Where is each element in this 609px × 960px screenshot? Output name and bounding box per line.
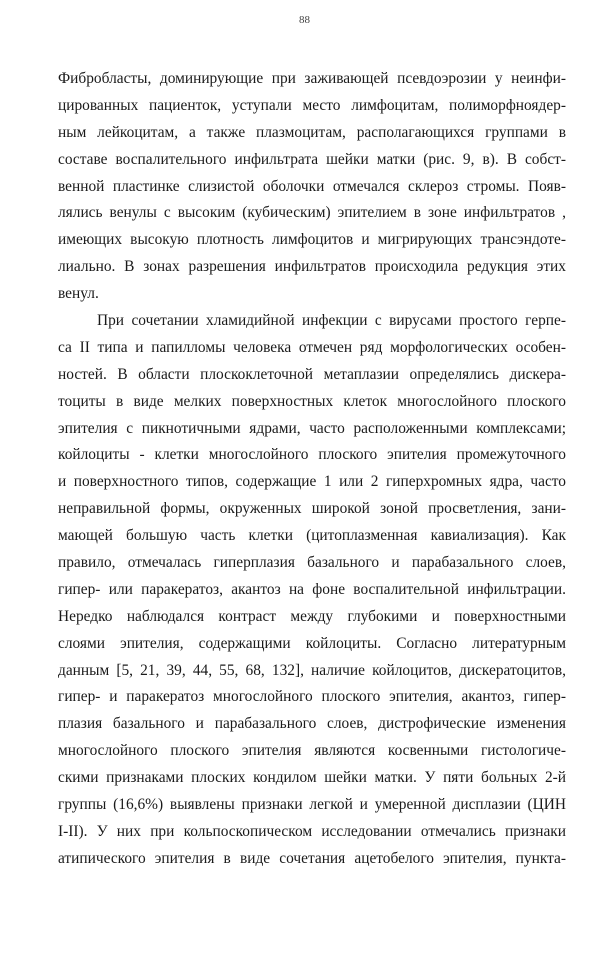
text-line: Нередко наблюдался контраст между глубокими и поверхностными xyxy=(58,607,566,625)
text-line: скими признаками плоских кондилом шейки матки. У пяти больных 2-й xyxy=(58,769,566,787)
body-text xyxy=(58,66,566,873)
paragraph xyxy=(58,66,566,308)
text-line: слоями эпителия, содержащими койлоциты. Согласно литературным xyxy=(58,634,566,652)
paragraph xyxy=(58,308,566,873)
text-line: атипического эпителия в виде сочетания ацетобелого эпителия, пункта- xyxy=(58,849,566,867)
text-line: цированных пациенток, уступали место лимфоцитам, полиморфноядер- xyxy=(58,96,566,114)
text-line: тоциты в виде мелких поверхностных клеток многослойного плоского xyxy=(58,392,566,410)
text-line: и поверхностного типов, содержащие 1 или 2 гиперхромных ядра, часто xyxy=(58,473,566,491)
text-line: многослойного плоского эпителия являются косвенными гистологиче- xyxy=(58,742,566,760)
text-line: венул. xyxy=(58,285,99,303)
text-line: са II типа и папилломы человека отмечен ряд морфологических особен- xyxy=(58,338,566,356)
text-line: При сочетании хламидийной инфекции с вирусами простого герпе- xyxy=(97,312,566,330)
page-number: 88 xyxy=(299,14,310,26)
text-line: I-II). У них при кольпоскопическом исследовании отмечались признаки xyxy=(58,822,566,840)
text-line: лялись венулы с высоким (кубическим) эпителием в зоне инфильтратов , xyxy=(58,204,566,222)
text-line: гипер- или паракератоз, акантоз на фоне воспалительной инфильтрации. xyxy=(58,580,566,598)
text-line: неправильной формы, окруженных широкой зоной просветления, зани- xyxy=(58,500,566,518)
text-line: ностей. В области плоскоклеточной метаплазии определялись дискера- xyxy=(58,365,566,383)
text-line: эпителия с пикнотичными ядрами, часто расположенными комплексами; xyxy=(58,419,566,437)
text-line: Фибробласты, доминирующие при заживающей псевдоэрозии у неинфи- xyxy=(58,70,566,87)
text-line: мающей большую часть клетки (цитоплазменная кавиализация). Как xyxy=(58,527,566,545)
text-line: койлоциты - клетки многослойного плоского эпителия промежуточного xyxy=(58,446,566,464)
text-line: группы (16,6%) выявлены признаки легкой и умеренной дисплазии (ЦИН xyxy=(58,796,566,814)
text-line: данным [5, 21, 39, 44, 55, 68, 132], наличие койлоцитов, дискератоцитов, xyxy=(58,661,566,679)
text-line: ным лейкоцитам, а также плазмоцитам, располагающихся группами в xyxy=(58,123,566,141)
text-line: правило, отмечалась гиперплазия базального и парабазального слоев, xyxy=(58,554,566,572)
text-line: лиально. В зонах разрешения инфильтратов происходила редукция этих xyxy=(58,258,566,276)
text-line: венной пластинке слизистой оболочки отмечался склероз стромы. Появ- xyxy=(58,177,566,195)
text-line: составе воспалительного инфильтрата шейки матки (рис. 9, в). В собст- xyxy=(58,150,566,168)
text-line: плазия базального и парабазального слоев, дистрофические изменения xyxy=(58,715,566,733)
text-line: гипер- и паракератоз многослойного плоского эпителия, акантоз, гипер- xyxy=(58,688,566,706)
text-line: имеющих высокую плотность лимфоцитов и мигрирующих трансэндоте- xyxy=(58,231,566,249)
